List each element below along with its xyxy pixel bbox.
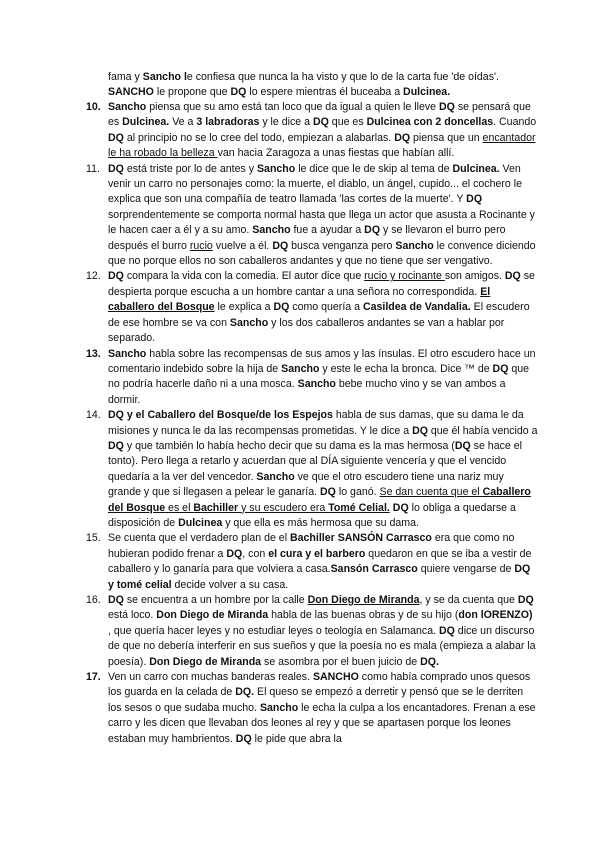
bold-text: Dulcinea.	[122, 116, 170, 129]
text-run: ve que el otro escudero tiene una nariz muy grande y que si llegasen a pelear le ganaría.	[108, 470, 504, 499]
text-run: lo espere mientras él buceaba a	[246, 86, 404, 99]
text-run: le convence diciendo que no porque ellos no son caballeros andantes y que no tiene que ser vengativo.	[108, 239, 536, 268]
list-item-text	[108, 101, 536, 159]
bold-text: DQ y tomé celial	[108, 563, 531, 591]
bold-text: Casildea de Vandalia.	[362, 301, 471, 314]
underlined-text: y su escudero era	[238, 501, 329, 514]
list-item-number: 15.	[86, 532, 101, 545]
text-run: Ven venir un carro no personajes como: la muerte, el diablo, un ángel, cupido... el cochero le explica que son una compañía de teatro llamada 'las cortes de la muerte'. Y	[108, 162, 522, 206]
text-run: se encuentra a un hombre por la calle	[123, 594, 308, 606]
underlined-bold-text: Tomé Celial.	[328, 501, 390, 514]
bold-text: Sancho	[252, 224, 291, 237]
bold-text: DQ	[108, 131, 124, 144]
text-run: busca venganza pero	[288, 239, 396, 252]
text-run: Ven un carro con muchas banderas reales.	[108, 671, 313, 684]
bold-text: el cura y el barbero	[268, 547, 366, 560]
text-run: habla de sus damas, que su dama le da misiones y nunca le da las recompensas prometidas. Y le dice a	[108, 409, 524, 437]
underlined-bold-text: Don Diego de Miranda	[307, 594, 420, 606]
text-run: quiere vengarse de	[417, 563, 515, 576]
text-run: se hace el tonto). Pero llega a retarlo y acuerdan que al DÍA siguiente vencería y que el vencido quedaría a la ver del vencedor.	[108, 439, 522, 483]
bold-text: DQ	[235, 732, 252, 745]
text-run: le explica a	[214, 301, 274, 314]
list-item	[86, 347, 538, 409]
list-item	[86, 531, 538, 593]
underlined-text: Se dan cuenta que el	[379, 486, 483, 499]
bold-text	[193, 502, 238, 514]
bold-text	[308, 594, 420, 606]
text-run: le dice que le de skip al tema de	[295, 162, 453, 175]
bold-text: Bachiller SANSÓN Carrasco	[290, 532, 432, 545]
bold-text: DQ	[364, 224, 381, 237]
text-run: era que como no hubieran podido frenar a	[108, 532, 515, 560]
text-run: y se llevaron el burro pero después el burro	[108, 224, 506, 252]
text-run: al principio no se lo cree del todo, empiezan a alabarlas.	[123, 131, 395, 144]
list-item	[86, 100, 538, 162]
text-run: como había comprado unos quesos los guarda en la celada de	[108, 671, 531, 699]
bold-text: Sancho	[281, 362, 320, 375]
bold-text: DQ	[108, 594, 124, 606]
bold-text: Sancho	[256, 162, 296, 175]
list-item-number: 16.	[86, 594, 101, 606]
list-item-number: 14.	[86, 409, 101, 422]
bold-text: Sansón Carrasco	[330, 563, 418, 576]
list-item	[86, 670, 538, 747]
bold-text: Sancho	[229, 316, 269, 329]
underlined-bold-text: El caballero del Bosque	[108, 285, 491, 314]
bold-text: DQ	[466, 193, 483, 206]
bold-text: Dulcinea.	[403, 86, 451, 99]
list-item-text	[108, 594, 536, 668]
bold-text: DQ	[504, 270, 521, 283]
bold-text: Sancho l	[142, 71, 187, 83]
text-run: e confiesa que nunca la ha visto y que lo de la carta fue 'de oídas'.	[186, 71, 499, 83]
bold-text: SANCHO	[108, 86, 154, 99]
bold-text: Don Diego de Miranda	[149, 655, 262, 668]
bold-text: Sancho	[297, 378, 336, 391]
bold-text: DQ	[438, 624, 455, 637]
text-run: vuelve a él.	[212, 239, 273, 252]
bold-text: DQ	[272, 239, 289, 252]
intro-paragraph	[108, 70, 538, 101]
bold-text: DQ	[438, 101, 455, 113]
intro-text	[108, 71, 499, 98]
underlined-text: rucio y rocinante	[364, 270, 445, 283]
text-run: le echa la culpa a los encantadores. Frenan a ese carro y les dicen que llevaban dos leones al rey y que se apartasen porque los leones estaban muy hambrientos.	[108, 701, 536, 745]
text-run: que es	[328, 116, 367, 129]
bold-text: DQ.	[235, 686, 255, 699]
underlined-bold-text: Bachiller	[193, 501, 239, 514]
bold-text: DQ	[108, 162, 124, 175]
bold-text: Dulcinea.	[452, 162, 500, 175]
bold-text: DQ	[492, 362, 509, 375]
bold-text: DQ.	[420, 655, 439, 668]
text-run: lo ganó.	[335, 486, 380, 499]
text-run: como quería a	[289, 301, 363, 314]
text-run: se despierta porque escucha a un hombre cantar a una señora no correspondida.	[108, 270, 535, 298]
text-run: le propone que	[153, 86, 231, 99]
bold-text: Sancho	[259, 701, 299, 714]
bold-text: DQ	[394, 131, 411, 144]
list-item-number: 12.	[86, 270, 101, 283]
bold-text: DQ	[108, 439, 124, 452]
text-run: habla de las buenas obras y de su hijo (	[268, 609, 459, 622]
bold-text: Don Diego de Miranda	[156, 609, 269, 622]
bold-text: Sancho	[108, 101, 147, 113]
list-item-text	[108, 348, 536, 406]
text-run: está triste por lo de antes y	[123, 162, 257, 175]
text-run: , y se da cuenta que	[419, 594, 518, 606]
bold-text: DQ	[108, 270, 124, 283]
bold-text: DQ	[392, 501, 409, 514]
text-run: son amigos.	[444, 270, 505, 283]
text-run: bebe mucho vino y se van ambos a dormir.	[108, 378, 506, 406]
text-run: El escudero de ese hombre se va con	[108, 301, 530, 329]
bold-text: Dulcinea	[178, 516, 223, 529]
underlined-text: es el	[165, 501, 194, 514]
text-run: . Cuando	[493, 116, 537, 129]
text-run: decide volver a su casa.	[171, 578, 289, 591]
bold-text: DQ	[517, 594, 534, 606]
bold-text: DQ	[320, 486, 336, 499]
list-item-text	[108, 671, 536, 745]
text-run: El queso se empezó a derretir y pensó que se le derriten los sesos o que sudaba mucho.	[108, 686, 524, 714]
bold-text: DQ y el Caballero del Bosque/de los Espejos	[108, 409, 333, 422]
text-run: sorprendentemente se comporta normal hasta que llega un actor que asusta a Rocinante y le hacen caer a él y a su amo.	[108, 208, 535, 237]
text-run: está loco.	[108, 609, 157, 622]
text-run: Se cuenta que el verdadero plan de el	[108, 532, 290, 545]
text-run: habla sobre las recompensas de sus amos y las ínsulas. El otro escudero hace un comentario indebido sobre la hija de	[108, 347, 536, 375]
bold-text: 3 labradoras	[196, 116, 260, 129]
text-run: van hacia Zaragoza a unas fiestas que habían allí.	[217, 147, 455, 160]
list-item-number: 17.	[86, 671, 101, 684]
text-run: se pensará que es	[108, 101, 531, 129]
text-run: y los dos caballeros andantes se van a hablar por separado.	[108, 316, 505, 345]
bold-text: DQ	[412, 424, 428, 437]
underlined-bold-text: Caballero del Bosque	[108, 486, 531, 514]
bold-text: DQ	[454, 439, 471, 452]
text-run: piensa que su amo está tan loco que da igual a quien le lleve	[146, 101, 439, 113]
text-run: Ve a	[169, 116, 197, 129]
underlined-text: rucio	[189, 239, 213, 252]
text-run: compara la vida con la comedia. El autor dice que	[123, 270, 365, 283]
bold-text	[328, 502, 390, 514]
list-item-text	[108, 163, 536, 267]
text-run: le pide que abra la	[251, 732, 342, 745]
text-run: fue a ayudar a	[290, 224, 365, 237]
text-run: se asombra por el buen juicio de	[261, 655, 421, 668]
bold-text: Dulcinea con 2 doncellas	[366, 116, 494, 129]
text-run: , con	[242, 547, 269, 560]
text-run: y le dice a	[259, 116, 313, 129]
list-item	[86, 593, 538, 670]
list-item-text	[108, 409, 538, 529]
bold-text: Sancho	[256, 470, 295, 483]
list-item-number: 10.	[86, 101, 101, 113]
text-run: que no podría hacerle daño ni a una mosca.	[108, 362, 530, 391]
text-run: que él había vencido a	[427, 424, 538, 437]
bold-text: Sancho	[108, 347, 147, 360]
text-run: lo obliga a quedarse a disposición de	[108, 501, 516, 529]
bold-text: SANCHO	[312, 671, 359, 684]
bold-text: DQ	[230, 86, 247, 99]
bold-text: DQ	[273, 301, 290, 314]
text-run: piensa que un	[410, 131, 483, 144]
text-run: quedaron en que se iba a vestir de caballero y lo ganaría para que volviera a casa.	[108, 547, 532, 576]
list-item-text	[108, 532, 531, 590]
list-item	[86, 269, 538, 346]
list-item-number: 11.	[86, 162, 100, 175]
list-item-text	[108, 270, 535, 344]
text-run: y que también lo había hecho decir que su dama es la mas hermosa (	[123, 439, 455, 452]
underlined-text: encantador le ha robado la belleza	[108, 131, 536, 160]
bold-text: DQ	[312, 116, 329, 129]
bold-text: DQ	[226, 547, 243, 560]
text-run: dice un discurso de que no debería interferir en sus sueños y que la poesía no es mala (empieza a alabar la poesía).	[108, 624, 536, 668]
list-item	[86, 162, 538, 270]
text-run: y este le echa la bronca. Dice ™ de	[319, 362, 493, 375]
text-run: y que ella es más hermosa que su dama.	[222, 516, 419, 529]
list-item	[86, 408, 538, 531]
bold-text: Sancho	[395, 239, 434, 252]
list-item-number: 13.	[86, 347, 101, 360]
text-run: fama y	[108, 71, 143, 83]
text-run: , que quería hacer leyes y no estudiar leyes o teología en Salamanca.	[108, 624, 439, 637]
bold-text: don lORENZO)	[458, 609, 533, 622]
numbered-list	[86, 100, 538, 747]
